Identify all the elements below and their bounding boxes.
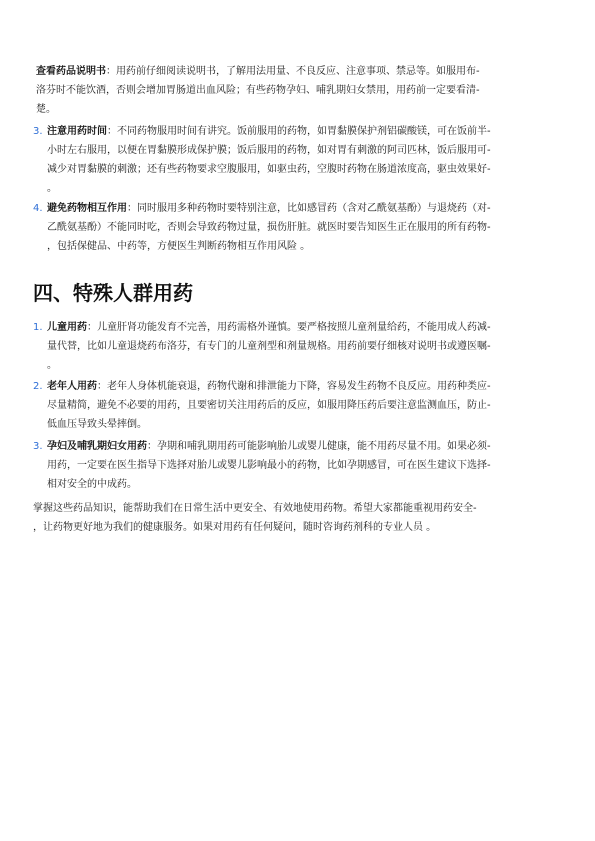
list-number: 3. [33, 441, 43, 452]
term-read-instructions: 查看药品说明书 [36, 66, 106, 77]
list-number: 3. [33, 126, 43, 137]
list-item-body: ：老年人身体机能衰退，药物代谢和排泄能力下降，容易发生药物不良反应。用药种类应- 尽量精简，避免不必要的用药，且要密切关注用药后的反应，如服用降压药后要注意监测血压，防止- 低血压导致头晕摔倒。 [47, 381, 491, 430]
list-item-body: ：不同药物服用时间有讲究。饭前服用的药物，如胃黏膜保护剂铝碳酸镁，可在饭前半- 小时左右服用，以便在胃黏膜形成保护膜；饭后服用的药物，如对胃有刺激的阿司匹林，饭后服用可- 减少对胃黏膜的刺激；还有些药物要求空腹服用，如驱虫药，空腹时药物在肠道浓度高，驱虫效果好- 。 [47, 126, 491, 194]
list-item-children [47, 318, 582, 375]
paragraph-body: ：用药前仔细阅读说明书，了解用法用量、不良反应、注意事项、禁忌等。如服用布- 洛芬时不能饮酒，否则会增加胃肠道出血风险；有些药物孕妇、哺乳期妇女禁用，用药前一定要看清- 楚。 [36, 66, 480, 115]
term-medication-timing: 注意用药时间 [47, 126, 107, 137]
term-children: 儿童用药 [47, 322, 87, 333]
closing-paragraph: 掌握这些药品知识，能帮助我们在日常生活中更安全、有效地使用药物。希望大家都能重视用药安全- ，让药物更好地为我们的健康服务。如果对用药有任何疑问，随时咨询药剂科的专业人员 。 [33, 503, 477, 533]
paragraph-read-instructions [36, 62, 576, 119]
list-number: 1. [33, 322, 43, 333]
list-item-drug-interactions [47, 199, 582, 256]
list-item-body: ：同时服用多种药物时要特别注意，比如感冒药（含对乙酰氨基酚）与退烧药（对- 乙酰氨基酚）不能同时吃，否则会导致药物过量，损伤肝脏。就医时要告知医生正在服用的所有药物- ，包括保健品、中药等，方便医生判断药物相互作用风险 。 [47, 203, 491, 252]
term-drug-interactions: 避免药物相互作用 [47, 203, 127, 214]
list-item-body: ：儿童肝肾功能发育不完善，用药需格外谨慎。要严格按照儿童剂量给药，不能用成人药减- 量代替，比如儿童退烧药布洛芬，有专门的儿童剂型和剂量规格。用药前要仔细核对说明书或遵医嘱- 。 [47, 322, 491, 371]
list-number: 2. [33, 381, 43, 392]
term-elderly: 老年人用药 [47, 381, 97, 392]
section-heading: 四、特殊人群用药 [33, 281, 193, 305]
list-item-medication-timing [47, 122, 582, 198]
term-pregnant-women: 孕妇及哺乳期妇女用药 [47, 441, 147, 452]
list-item-body: ：孕期和哺乳期用药可能影响胎儿或婴儿健康，能不用药尽量不用。如果必须- 用药，一定要在医生指导下选择对胎儿或婴儿影响最小的药物，比如孕期感冒，可在医生建议下选择- 相对安全的中成药。 [47, 441, 491, 490]
list-number: 4. [33, 203, 43, 214]
list-item-pregnant-women [47, 437, 582, 494]
list-item-elderly [47, 377, 582, 434]
